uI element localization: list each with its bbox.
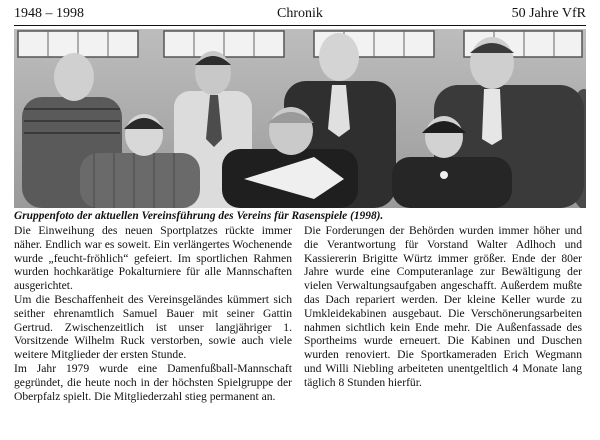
text-column-left bbox=[14, 224, 292, 403]
header-years: 1948 – 1998 bbox=[14, 6, 84, 21]
page-header bbox=[14, 4, 586, 24]
header-rule bbox=[14, 25, 586, 26]
header-anniversary: 50 Jahre VfR bbox=[511, 6, 586, 21]
group-photo bbox=[14, 29, 586, 208]
paragraph: Um die Beschaffenheit des Vereinsgeländes kümmert sich seither ehrenamtlich Samuel Bauer mit seiner Gattin Gertrud. Zwischenzeitlich ist unser langjähriger 1. Vorsitzende Wilhelm Ruck verstorben, sowie auch viele weitere Mitglieder der ersten Stunde. bbox=[14, 292, 292, 362]
text-column-right bbox=[304, 224, 582, 390]
photo-caption: Gruppenfoto der aktuellen Vereinsführung des Vereins für Rasenspiele (1998). bbox=[14, 210, 384, 222]
group-photo-image bbox=[14, 29, 586, 208]
paragraph: Im Jahr 1979 wurde eine Damenfußball-Mannschaft gegründet, die heute noch in der höchsten Spielgruppe der Oberpfalz spielt. Die Mitgliederzahl stieg permanent an. bbox=[14, 361, 292, 403]
paragraph: Die Einweihung des neuen Sportplatzes rückte immer näher. Endlich war es soweit. Ein verlängertes Wochenende wurde „feucht-fröhlich“ gefeiert. Im sportlichen Rahmen wurden hochkarätige Pokalturniere für alle Mannschaften ausgerichtet. bbox=[14, 224, 292, 293]
header-section: Chronik bbox=[277, 6, 323, 21]
paragraph: Die Forderungen der Behörden wurden immer höher und die Verantwortung für Vorstand Walter Adlhoch und Kassiererin Brigitte Würtz immer größer. Ende der 80er Jahre wurde eine Computeranlage zur Bewältigung der vielen Verwaltungsaufgaben angeschafft. Außerdem mußte das Dach repariert werden. Der kleine Keller wurde zu Umkleidekabinen ausgebaut. Die Verschönerungsarbeiten nahmen sichtlich kein Ende mehr. Die Außenfassade des Sportheims wurde erneuert. Die Kabinen und Duschen wurden renoviert. Die Sportkameraden Erich Wegmann und Willi Niebling arbeiteten unentgeltlich 4 Monate lang täglich 8 Stunden hierfür. bbox=[304, 224, 582, 389]
